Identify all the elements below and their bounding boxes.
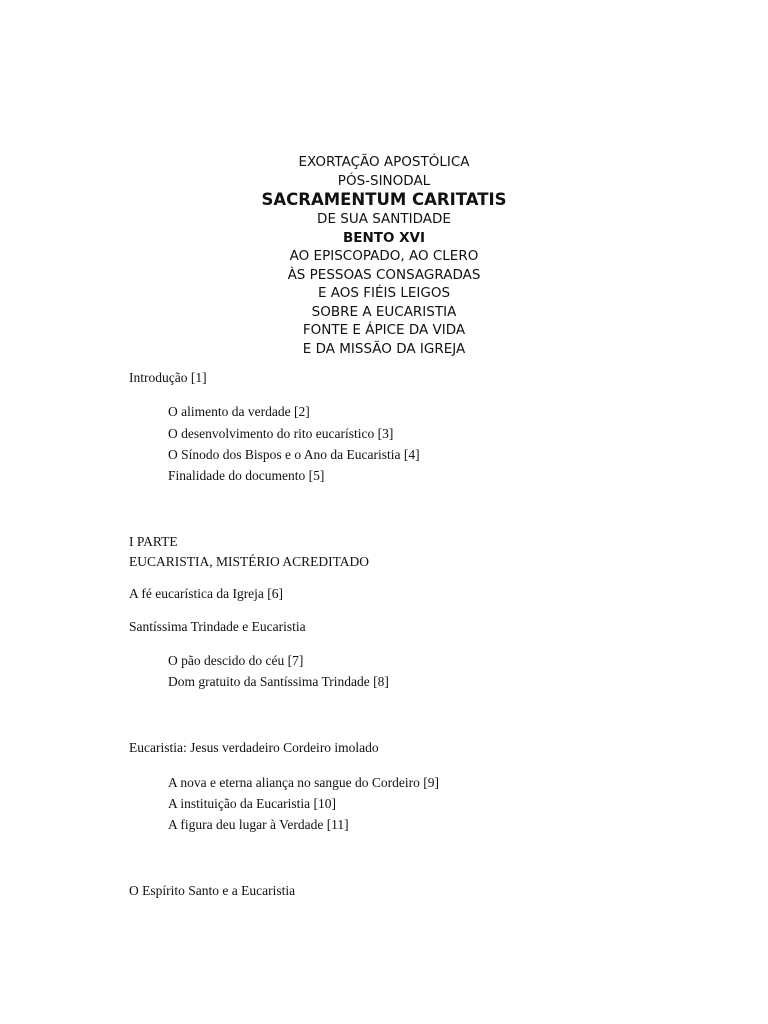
toc-item: Dom gratuito da Santíssima Trindade [8] (168, 674, 389, 689)
toc-item: O alimento da verdade [2] (168, 404, 310, 419)
header-line-laity: E AOS FIÉIS LEIGOS (317, 285, 451, 301)
header-line-consecrated: ÀS PESSOAS CONSAGRADAS (287, 266, 481, 283)
toc-item: O pão descido do céu [7] (168, 653, 304, 668)
toc-intro: Introdução [1] (129, 370, 207, 385)
document-title: SACRAMENTUM CARITATIS (261, 190, 507, 209)
toc-item: O desenvolvimento do rito eucarístico [3] (168, 426, 394, 441)
header-line-pope: BENTO XVI (342, 229, 426, 246)
toc-part-title: EUCARISTIA, MISTÉRIO ACREDITADO (129, 554, 370, 569)
toc-item: A figura deu lugar à Verdade [11] (168, 817, 349, 832)
header-line-holiness: DE SUA SANTIDADE (317, 211, 451, 227)
header-line-mission: E DA MISSÃO DA IGREJA (302, 340, 466, 357)
toc-item: A nova e eterna aliança no sangue do Cordeiro [9] (168, 775, 440, 790)
toc-part-label: I PARTE (129, 534, 178, 549)
header-line-exhortation: EXORTAÇÃO APOSTÓLICA (298, 154, 470, 170)
header-line-post-synodal: PÓS-SINODAL (337, 172, 431, 189)
toc-section: Santíssima Trindade e Eucaristia (129, 619, 306, 634)
toc-item: A instituição da Eucaristia [10] (168, 796, 336, 811)
header-line-eucharist: SOBRE A EUCARISTIA (311, 303, 457, 320)
header-line-source: FONTE E ÁPICE DA VIDA (302, 322, 466, 338)
document-header (0, 153, 768, 358)
toc-section: A fé eucarística da Igreja [6] (129, 586, 284, 601)
toc-item: O Sínodo dos Bispos e o Ano da Eucaristia [4] (168, 447, 420, 462)
toc-item: Finalidade do documento [5] (168, 468, 325, 483)
toc-section: O Espírito Santo e a Eucaristia (129, 883, 296, 898)
header-line-episcopate: AO EPISCOPADO, AO CLERO (289, 248, 479, 264)
toc-section: Eucaristia: Jesus verdadeiro Cordeiro imolado (129, 740, 379, 755)
